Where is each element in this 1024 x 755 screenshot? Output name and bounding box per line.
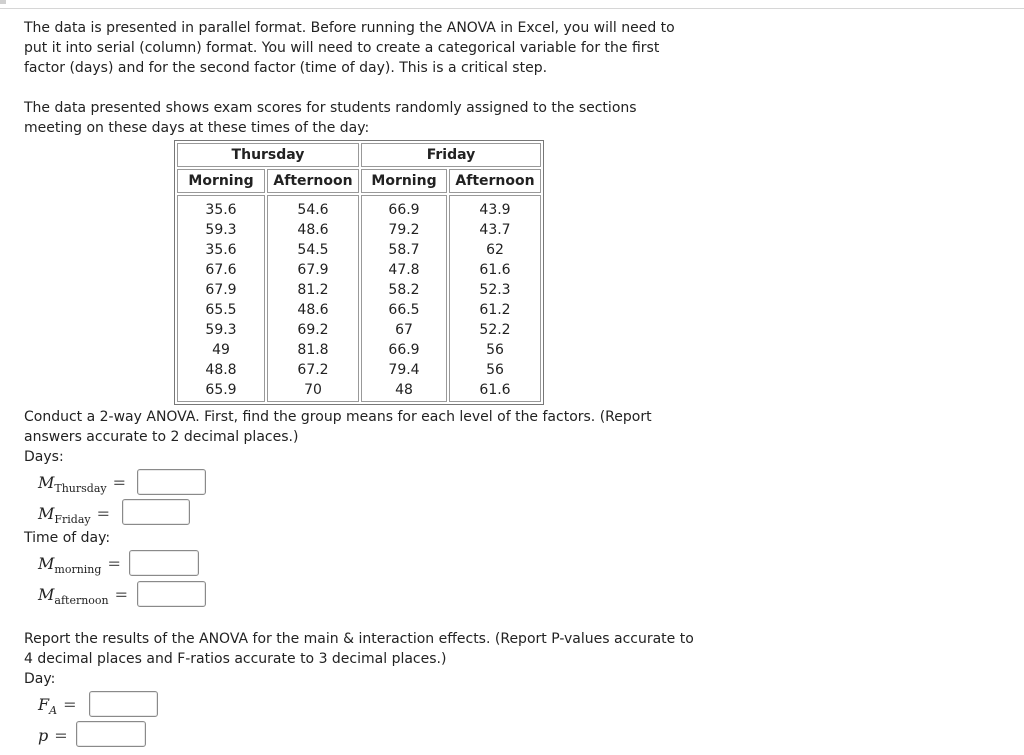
mean-thursday-input[interactable] (137, 469, 206, 495)
top-edge-mark (0, 0, 6, 4)
subscript-thursday: Thursday (54, 482, 107, 495)
f-ratio-a-input[interactable] (89, 691, 158, 717)
subscript-friday: Friday (54, 513, 91, 526)
subscript-morning: morning (54, 563, 102, 576)
equals-sign: = (107, 554, 121, 573)
cell-value: 35.6 (205, 242, 237, 258)
cell-value: 67.6 (205, 262, 237, 278)
f-ratio-a-label (38, 695, 76, 717)
question1-instructions: Conduct a 2-way ANOVA. First, find the group means for each level of the factors. (Report answers accurate to 2 decimal places.) (24, 409, 652, 445)
cell-value: 48.6 (297, 222, 329, 238)
column-header-friday-afternoon: Afternoon (449, 169, 541, 193)
cell-value: 52.2 (479, 322, 511, 338)
cell-value: 48.6 (297, 302, 329, 318)
cell-value: 35.6 (205, 202, 237, 218)
cell-value: 48 (395, 382, 413, 398)
cell-value: 62 (486, 242, 504, 258)
cell-value: 58.7 (388, 242, 420, 258)
cell-value: 48.8 (205, 362, 237, 378)
m-symbol: M (38, 504, 55, 523)
cell-value: 65.5 (205, 302, 237, 318)
cell-value: 47.8 (388, 262, 420, 278)
cell-value: 61.6 (479, 382, 511, 398)
cell-value: 81.8 (297, 342, 329, 358)
mean-morning-input[interactable] (129, 550, 199, 576)
cell-value: 66.9 (388, 202, 420, 218)
cell-value: 58.2 (388, 282, 420, 298)
m-symbol: M (38, 554, 55, 573)
p-symbol: p (38, 726, 49, 745)
equals-sign: = (96, 504, 111, 523)
cell-value: 59.3 (205, 322, 237, 338)
m-symbol: M (38, 473, 55, 492)
m-symbol: M (38, 585, 55, 604)
column-values-thursday-afternoon (267, 195, 359, 402)
column-header-thursday-morning: Morning (177, 169, 265, 193)
mean-friday-label (38, 504, 110, 526)
equals-sign: = (63, 695, 77, 714)
equals-sign: = (112, 473, 127, 492)
mean-thursday-label (38, 473, 126, 495)
cell-value: 49 (212, 342, 230, 358)
cell-value: 79.4 (388, 362, 420, 378)
mean-friday-input[interactable] (122, 499, 190, 525)
exam-scores-table (174, 140, 544, 405)
cell-value: 54.6 (297, 202, 329, 218)
time-of-day-label: Time of day: (24, 530, 111, 546)
cell-value: 65.9 (205, 382, 237, 398)
day-label: Day: (24, 671, 56, 687)
mean-morning-label (38, 554, 121, 576)
cell-value: 52.3 (479, 282, 511, 298)
column-header-thursday-afternoon: Afternoon (267, 169, 359, 193)
cell-value: 81.2 (297, 282, 329, 298)
cell-value: 69.2 (297, 322, 329, 338)
p-value-label (38, 726, 68, 746)
group-header-thursday: Thursday (177, 143, 359, 167)
cell-value: 67.9 (205, 282, 237, 298)
equals-sign: = (54, 726, 68, 745)
group-header-friday: Friday (361, 143, 541, 167)
cell-value: 67 (395, 322, 413, 338)
cell-value: 59.3 (205, 222, 237, 238)
column-values-friday-morning (361, 195, 447, 402)
subscript-a: A (49, 704, 58, 717)
cell-value: 66.9 (388, 342, 420, 358)
cell-value: 54.5 (297, 242, 329, 258)
intro-paragraph-1: The data is presented in parallel format. Before running the ANOVA in Excel, you will need to put it into serial (column) format. You will need to create a categorical variable for the first factor (days) and for the second factor (time of day). This is a critical step. (24, 20, 675, 76)
p-value-input[interactable] (76, 721, 146, 747)
cell-value: 61.6 (479, 262, 511, 278)
column-values-thursday-morning (177, 195, 265, 402)
top-divider (0, 8, 1024, 9)
f-symbol: F (38, 695, 50, 714)
cell-value: 70 (304, 382, 322, 398)
cell-value: 43.9 (479, 202, 511, 218)
equals-sign: = (114, 585, 129, 604)
days-label: Days: (24, 449, 64, 465)
cell-value: 67.2 (297, 362, 329, 378)
cell-value: 43.7 (479, 222, 511, 238)
question2-instructions: Report the results of the ANOVA for the main & interaction effects. (Report P-values accurate to 4 decimal places and F-ratios accurate to 3 decimal places.) (24, 631, 694, 667)
cell-value: 56 (486, 342, 504, 358)
cell-value: 67.9 (297, 262, 329, 278)
column-header-friday-morning: Morning (361, 169, 447, 193)
cell-value: 79.2 (388, 222, 420, 238)
column-values-friday-afternoon (449, 195, 541, 402)
mean-afternoon-label (38, 585, 128, 607)
cell-value: 56 (486, 362, 504, 378)
subscript-afternoon: afternoon (54, 594, 109, 607)
mean-afternoon-input[interactable] (137, 581, 206, 607)
intro-paragraph-2: The data presented shows exam scores for students randomly assigned to the sections meeting on these days at these times of the day: (24, 100, 637, 136)
cell-value: 66.5 (388, 302, 420, 318)
cell-value: 61.2 (479, 302, 511, 318)
